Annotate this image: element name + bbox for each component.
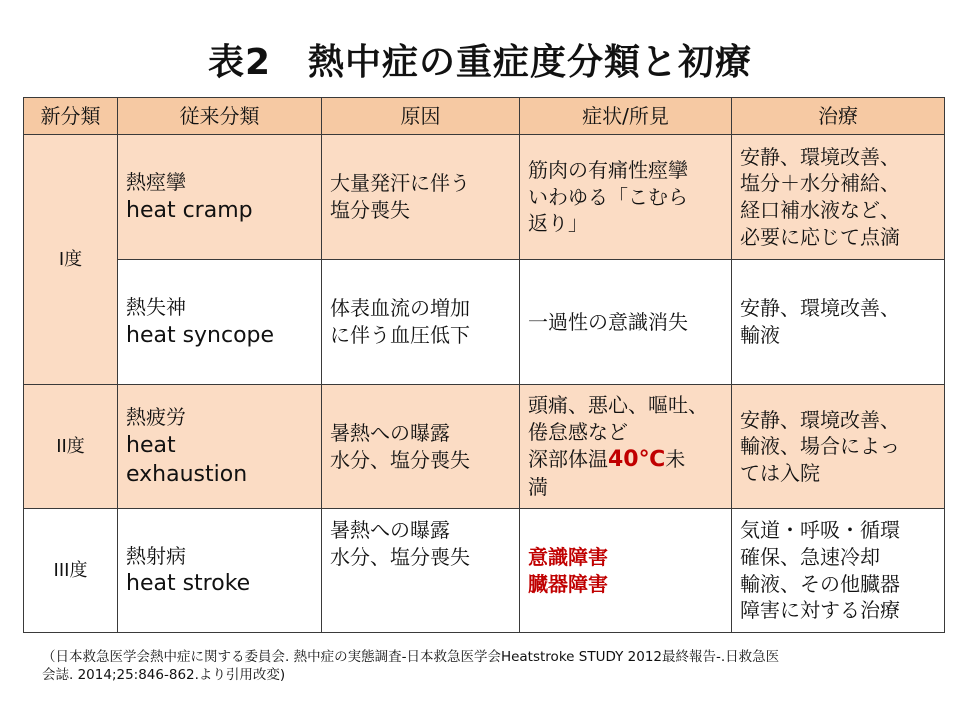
cause-heat-stroke — [322, 509, 520, 633]
symptom-line: いわゆる「こむら — [528, 184, 688, 209]
cause-heat-cramp — [322, 135, 520, 260]
treatment-heat-exhaustion — [732, 385, 945, 509]
cause-heat-exhaustion — [322, 385, 520, 509]
heat-cramp-en: heat cramp — [126, 197, 253, 223]
heat-exhaustion-ja: 熱疲労 — [126, 404, 186, 429]
symptom-line-critical: 意識障害 — [528, 544, 608, 569]
symptom-line: 満 — [528, 475, 548, 500]
cause-line: 水分、塩分喪失 — [330, 447, 470, 472]
grade-2-label: II度 — [24, 385, 118, 509]
treatment-line: 必要に応じて点滴 — [740, 224, 900, 249]
cause-line: に伴う血圧低下 — [330, 323, 470, 347]
header-treatment: 治療 — [732, 98, 945, 135]
symptom-line: 筋肉の有痛性痙攣 — [528, 158, 688, 183]
symptoms-heat-syncope — [520, 260, 732, 385]
temperature-suffix: 未 — [665, 447, 686, 472]
symptoms-heat-cramp — [520, 135, 732, 260]
citation-line: （日本救急医学会熱中症に関する委員会. 熱中症の実態調査-日本救急医学会Heatstroke STUDY 2012最終報告-.日救急医 — [42, 649, 780, 665]
treatment-line: 塩分＋水分補給、 — [740, 171, 900, 196]
symptom-line: 返り」 — [528, 211, 588, 236]
old-class-heat-syncope — [118, 260, 322, 385]
treatment-line: 輸液、場合によっ — [740, 434, 900, 459]
cause-line: 暑熱への曝露 — [330, 518, 450, 542]
header-row — [24, 98, 945, 135]
cause-line: 水分、塩分喪失 — [330, 544, 470, 569]
cause-line: 体表血流の増加 — [330, 296, 470, 321]
cause-heat-syncope — [322, 260, 520, 385]
symptoms-heat-stroke — [520, 509, 732, 633]
symptom-line-critical: 臓器障害 — [528, 571, 608, 596]
symptom-line: 頭痛、悪心、嘔吐、 — [528, 392, 708, 417]
header-cause: 原因 — [322, 98, 520, 135]
treatment-line: 障害に対する治療 — [740, 598, 900, 623]
header-symptoms: 症状/所見 — [520, 98, 732, 135]
temperature-value: 40℃ — [608, 447, 666, 473]
treatment-line: 経口補水液など、 — [740, 198, 900, 222]
header-old-class: 従来分類 — [118, 98, 322, 135]
header-new-class: 新分類 — [24, 98, 118, 135]
symptoms-heat-exhaustion — [520, 385, 732, 509]
heat-stroke-ja: 熱射病 — [126, 543, 186, 568]
treatment-line: 確保、急速冷却 — [740, 544, 880, 569]
treatment-heat-stroke — [732, 509, 945, 633]
symptom-line-temperature — [528, 445, 723, 474]
severity-table — [23, 97, 945, 633]
treatment-heat-cramp — [732, 135, 945, 260]
heat-exhaustion-en: heat — [126, 432, 176, 458]
temperature-prefix: 深部体温 — [528, 447, 608, 472]
heat-syncope-en: heat syncope — [126, 322, 275, 348]
treatment-line: 安静、環境改善、 — [740, 296, 900, 321]
grade-1-label: I度 — [24, 135, 118, 385]
heat-stroke-en: heat stroke — [126, 571, 251, 597]
cause-line: 暑熱への曝露 — [330, 420, 450, 445]
treatment-line: 安静、環境改善、 — [740, 407, 900, 432]
heat-cramp-ja: 熱痙攣 — [126, 170, 186, 195]
symptom-line: 倦怠感など — [528, 419, 628, 444]
table-row-heat-cramp — [24, 135, 945, 260]
treatment-heat-syncope — [732, 260, 945, 385]
citation-line: 会誌. 2014;25:846-862.より引用改変) — [42, 666, 286, 683]
treatment-line: 輸液 — [740, 323, 780, 347]
heat-syncope-ja: 熱失神 — [126, 295, 186, 320]
cause-line: 塩分喪失 — [330, 198, 410, 222]
symptom-line: 一過性の意識消失 — [528, 309, 688, 334]
table-row-heat-stroke — [24, 509, 945, 633]
treatment-line: 気道・呼吸・循環 — [740, 518, 900, 543]
heat-exhaustion-en: exhaustion — [126, 461, 248, 487]
treatment-line: 輸液、その他臓器 — [740, 571, 900, 596]
old-class-heat-stroke — [118, 509, 322, 633]
table-row-heat-exhaustion — [24, 385, 945, 509]
page-title: 表2 熱中症の重症度分類と初療 — [207, 42, 753, 83]
cause-line: 大量発汗に伴う — [330, 171, 470, 196]
treatment-line: 安静、環境改善、 — [740, 144, 900, 169]
old-class-heat-cramp — [118, 135, 322, 260]
old-class-heat-exhaustion — [118, 385, 322, 509]
treatment-line: ては入院 — [740, 460, 820, 485]
citation — [42, 649, 922, 684]
grade-3-label: III度 — [24, 509, 118, 633]
table-row-heat-syncope — [24, 260, 945, 385]
